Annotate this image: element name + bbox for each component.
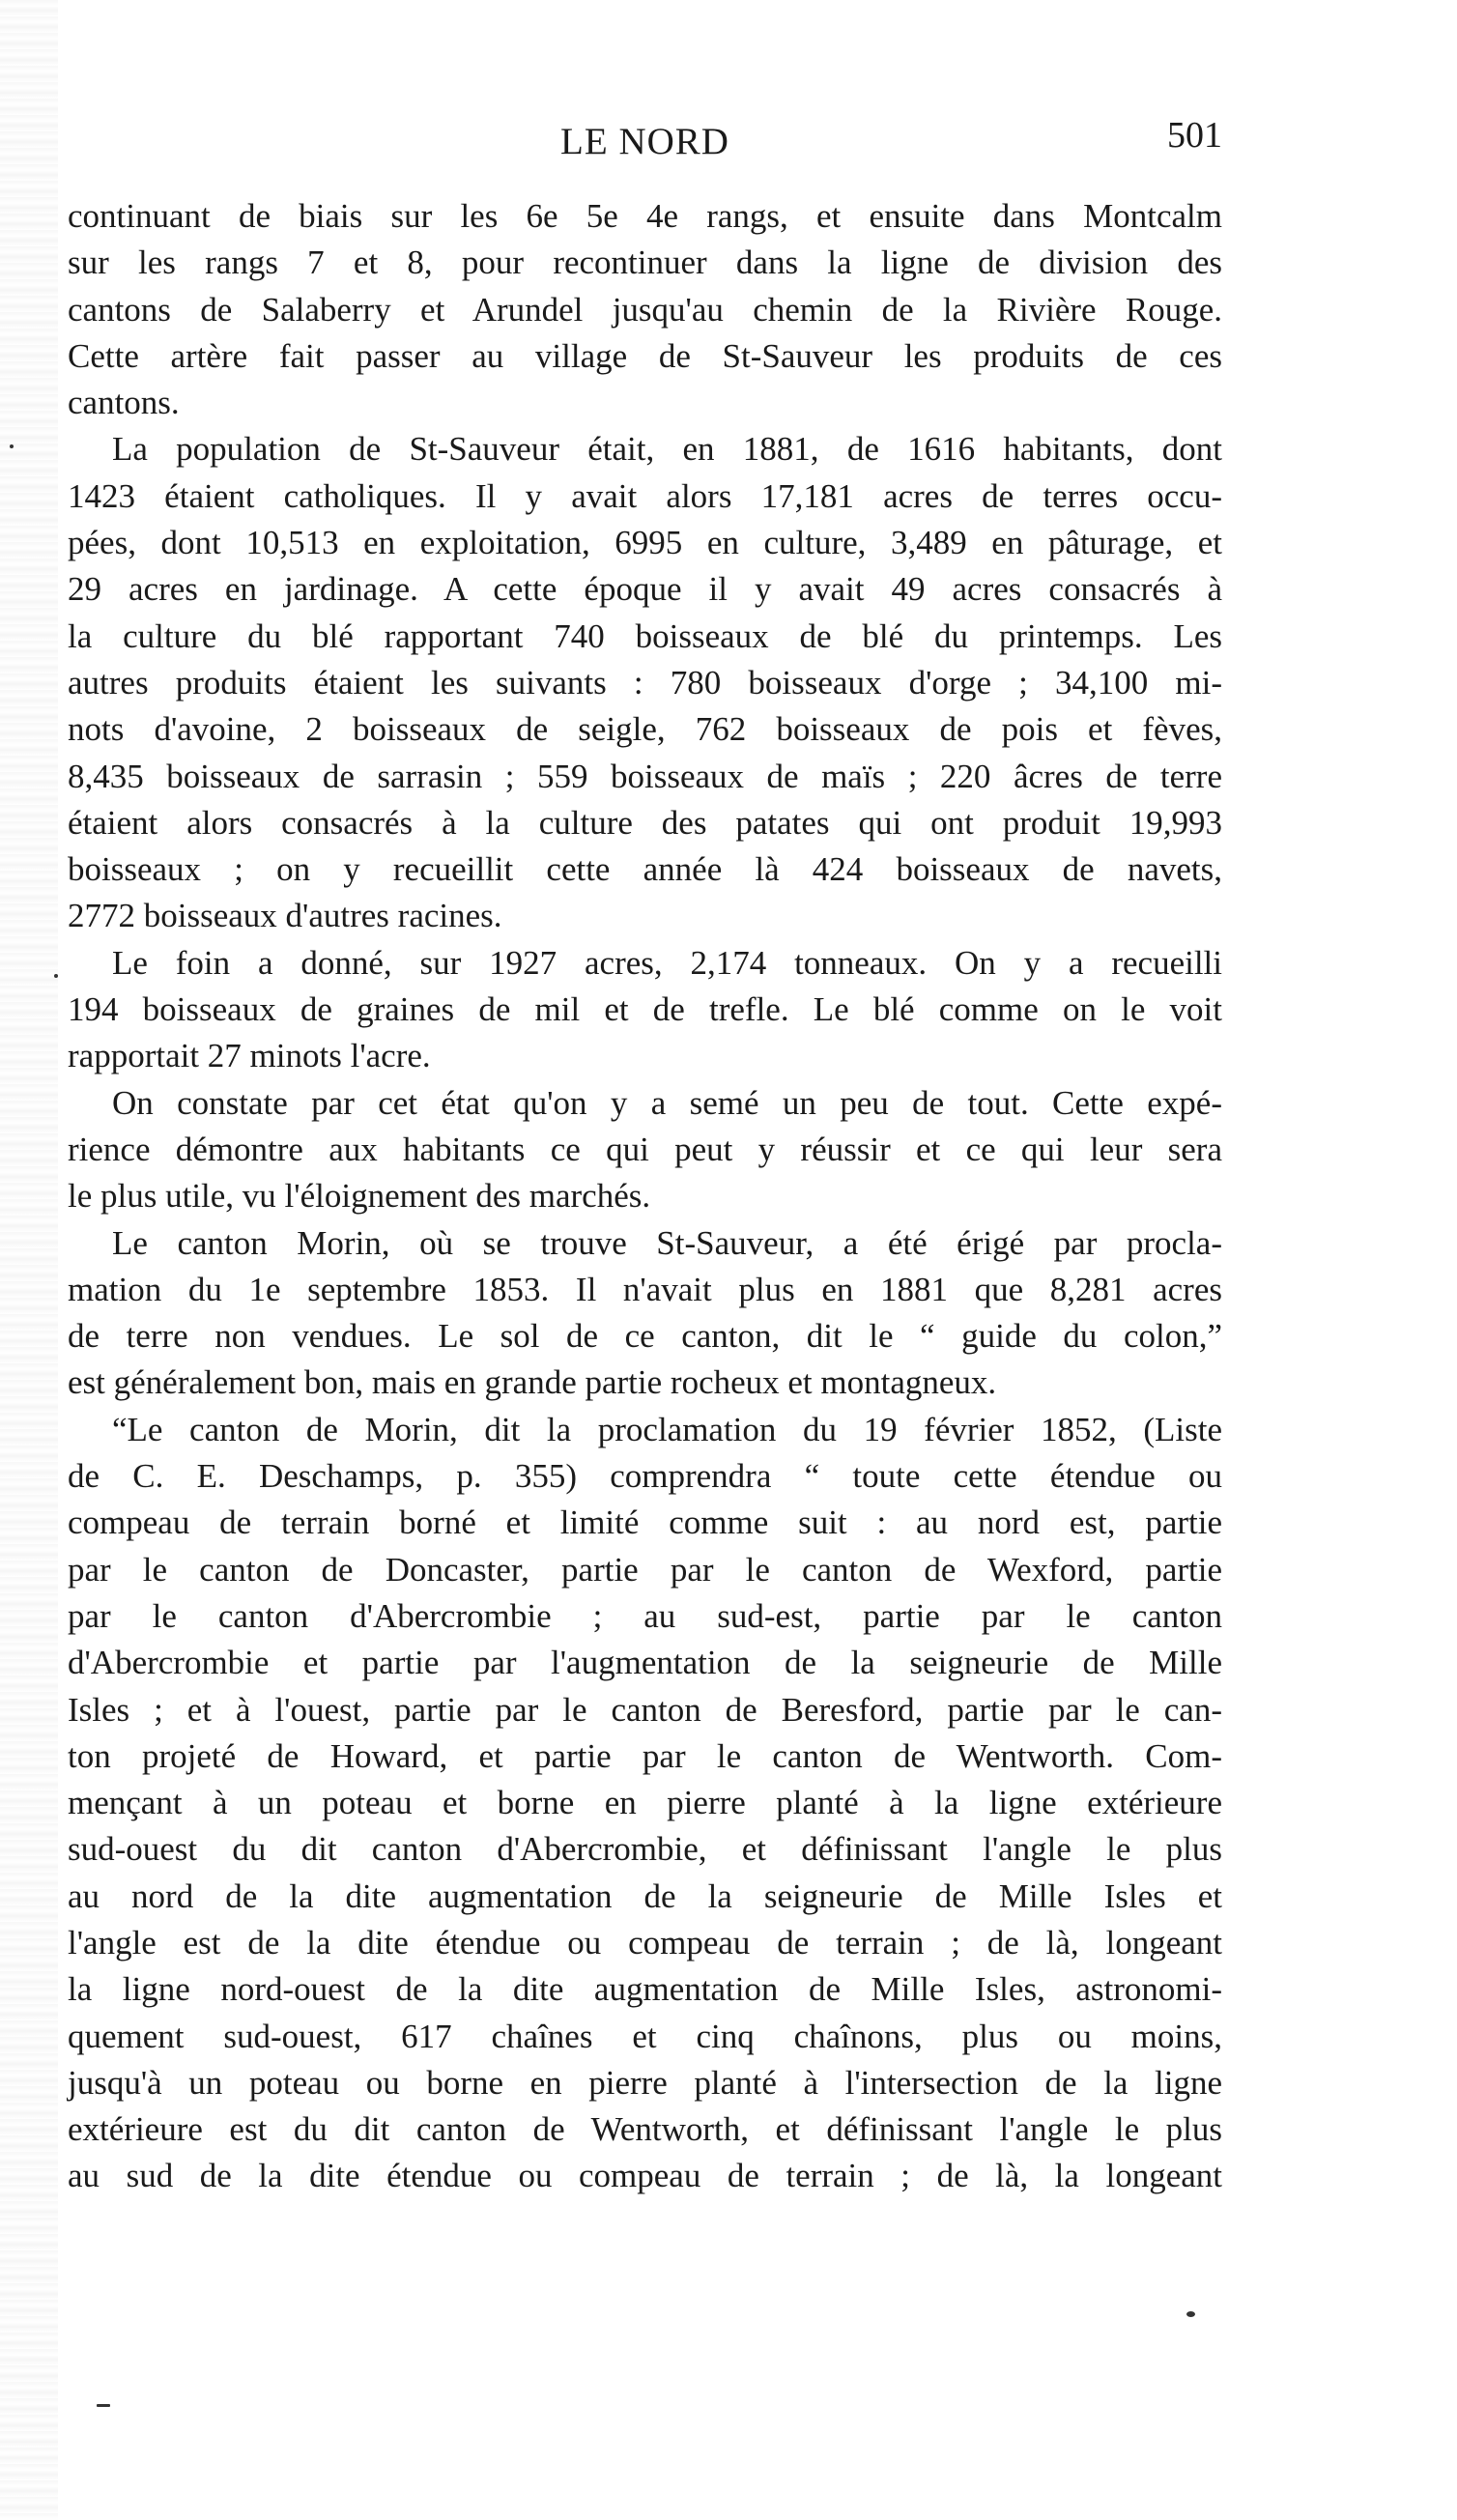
text-line: de terre non vendues. Le sol de ce canton, dit le “ guide du colon,” (68, 1317, 1222, 1356)
scan-speck (1186, 2311, 1195, 2317)
scan-speck (54, 974, 58, 978)
scan-speck (10, 444, 14, 448)
text-line: La population de St-Sauveur était, en 1881, de 1616 habitants, dont (112, 430, 1222, 469)
text-line: 29 acres en jardinage. A cette époque il y avait 49 acres consacrés à (68, 570, 1222, 609)
text-line: étaient alors consacrés à la culture des patates qui ont produit 19,993 (68, 803, 1222, 842)
text-line: de C. E. Deschamps, p. 355) comprendra “ toute cette étendue ou (68, 1457, 1222, 1496)
text-line: mençant à un poteau et borne en pierre planté à la ligne extérieure (68, 1784, 1222, 1822)
text-line: Cette artère fait passer au village de St-Sauveur les produits de ces (68, 336, 1222, 375)
text-line: 1423 étaient catholiques. Il y avait alors 17,181 acres de terres occu- (68, 476, 1222, 515)
text-line: On constate par cet état qu'on y a semé un peu de tout. Cette expé- (112, 1083, 1222, 1122)
text-line: pées, dont 10,513 en exploitation, 6995 en culture, 3,489 en pâturage, et (68, 524, 1222, 562)
text-line: ton projeté de Howard, et partie par le canton de Wentworth. Com- (68, 1736, 1222, 1775)
body-text (68, 193, 1222, 2200)
scan-speck (97, 2404, 110, 2407)
text-line: quement sud-ouest, 617 chaînes et cinq chaînons, plus ou moins, (68, 2017, 1222, 2055)
text-line: compeau de terrain borné et limité comme suit : au nord est, partie (68, 1503, 1222, 1542)
text-line: cantons de Salaberry et Arundel jusqu'au chemin de la Rivière Rouge. (68, 290, 1222, 329)
text-line: rapportait 27 minots l'acre. (68, 1037, 431, 1075)
text-line: rience démontre aux habitants ce qui peut y réussir et ce qui leur sera (68, 1130, 1222, 1168)
scan-gutter (0, 0, 58, 2520)
running-title: LE NORD (560, 121, 729, 162)
text-line: Le canton Morin, où se trouve St-Sauveur, a été érigé par procla- (112, 1223, 1222, 1262)
text-line: le plus utile, vu l'éloignement des marchés. (68, 1177, 651, 1216)
text-line: Le foin a donné, sur 1927 acres, 2,174 tonneaux. On y a recueilli (112, 943, 1222, 982)
text-line: la culture du blé rapportant 740 boisseaux de blé du printemps. Les (68, 616, 1222, 655)
text-line: continuant de biais sur les 6e 5e 4e rangs, et ensuite dans Montcalm (68, 197, 1222, 235)
text-line: “Le canton de Morin, dit la proclamation du 19 février 1852, (Liste (112, 1410, 1222, 1448)
text-line: mation du 1e septembre 1853. Il n'avait plus en 1881 que 8,281 acres (68, 1270, 1222, 1308)
text-line: 194 boisseaux de graines de mil et de trefle. Le blé comme on le voit (68, 990, 1222, 1029)
text-line: la ligne nord-ouest de la dite augmentation de Mille Isles, astronomi- (68, 1970, 1222, 2009)
text-line: par le canton d'Abercrombie ; au sud-est, partie par le canton (68, 1596, 1222, 1635)
text-line: boisseaux ; on y recueillit cette année là 424 boisseaux de navets, (68, 850, 1222, 889)
text-line: extérieure est du dit canton de Wentworth, et définissant l'angle le plus (68, 2110, 1222, 2149)
text-line: cantons. (68, 384, 180, 422)
text-line: autres produits étaient les suivants : 780 boisseaux d'orge ; 34,100 mi- (68, 663, 1222, 702)
text-line: au nord de la dite augmentation de la seigneurie de Mille Isles et (68, 1876, 1222, 1915)
text-line: est généralement bon, mais en grande partie rocheux et montagneux. (68, 1363, 997, 1402)
text-line: par le canton de Doncaster, partie par le canton de Wexford, partie (68, 1550, 1222, 1589)
text-line: jusqu'à un poteau ou borne en pierre planté à l'intersection de la ligne (68, 2063, 1222, 2102)
text-line: 2772 boisseaux d'autres racines. (68, 897, 502, 935)
page-number: 501 (1167, 115, 1222, 156)
text-line: Isles ; et à l'ouest, partie par le canton de Beresford, partie par le can- (68, 1690, 1222, 1729)
text-line: sud-ouest du dit canton d'Abercrombie, et définissant l'angle le plus (68, 1830, 1222, 1869)
text-line: l'angle est de la dite étendue ou compeau de terrain ; de là, longeant (68, 1923, 1222, 1962)
text-line: 8,435 boisseaux de sarrasin ; 559 boisseaux de maïs ; 220 âcres de terre (68, 757, 1222, 795)
text-line: sur les rangs 7 et 8, pour recontinuer dans la ligne de division des (68, 243, 1222, 282)
text-line: nots d'avoine, 2 boisseaux de seigle, 762 boisseaux de pois et fèves, (68, 710, 1222, 749)
running-header (68, 114, 1222, 172)
text-line: d'Abercrombie et partie par l'augmentation de la seigneurie de Mille (68, 1644, 1222, 1682)
text-line: au sud de la dite étendue ou compeau de terrain ; de là, la longeant (68, 2157, 1222, 2195)
